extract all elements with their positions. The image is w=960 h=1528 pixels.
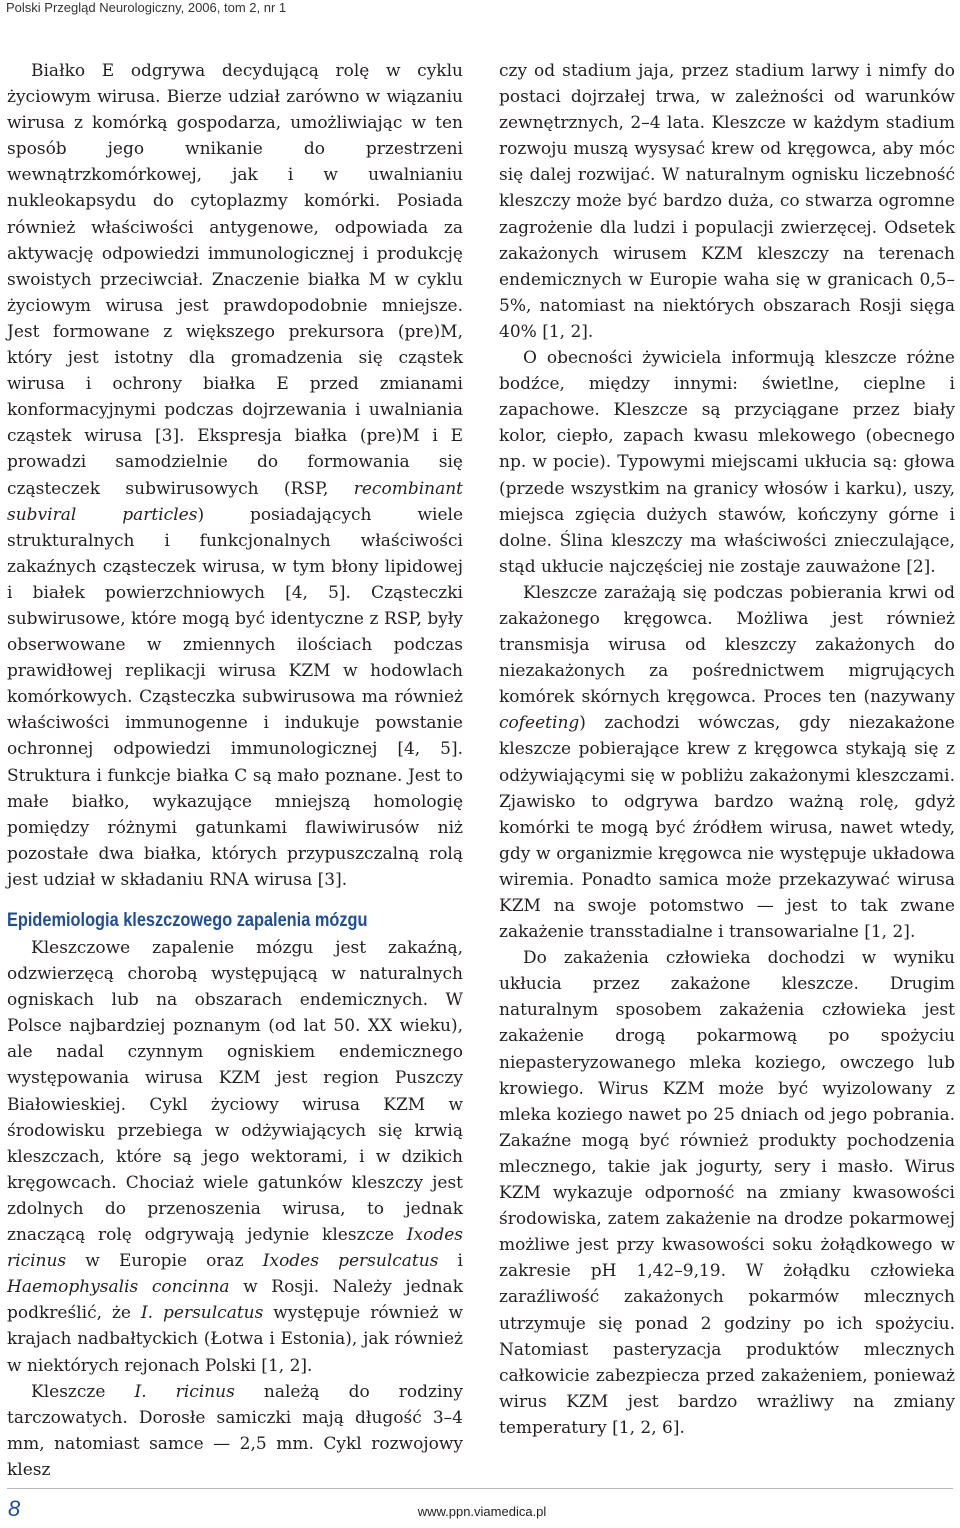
species-name: I. ricinus	[134, 1381, 235, 1402]
left-column	[7, 58, 463, 1483]
paragraph	[7, 58, 463, 893]
paragraph: czy od stadium jaja, przez stadium larwy i nimfy do postaci dojrzałej trwa, w zależności od warunków zewnętrznych, 2–4 lata. Kleszcze w każdym stadium rozwoju muszą wysysać krew od kręgowca, aby móc się dalej rozwijać. W naturalnym ognisku liczebność kleszczy może być bardzo duża, co stwarza ogromne zagrożenie dla ludzi i populacji zwierzęcej. Odsetek zakażonych wirusem KZM kleszczy na terenach endemicznych w Europie waha się w granicach 0,5–5%, natomiast na niektórych obszarach Rosji sięga 40% [1, 2].	[499, 61, 955, 342]
text-run: występuje również w krajach nadbałtyckich (Łotwa i Estonia), jak również w niektórych rejonach Polski [1, 2].	[7, 1303, 464, 1376]
text-run: ) posiadających wiele strukturalnych i funkcjonalnych właściwości zakaźnych cząsteczek wirusa, w tym błony lipidowej i białek powierzchniowych [4, 5]. Cząsteczki subwirusowe, które mogą być identyczne z RSP, były obserwowane w zmiennych ilościach podczas prawidłowej replikacji wirusa KZM w hodowlach komórkowych. Cząsteczka subwirusowa ma również właściwości immunogenne i indukuje powstanie ochronnej odpowiedzi immunologicznej [4, 5]. Struktura i funkcje białka C są mało poznane. Jest to małe białko, wykazujące mniejszą homologię pomiędzy różnymi gatunkami flawiwirusów niż pozostałe dwa białka, których przypuszczalną rolą jest udział w składaniu RNA wirusa [3].	[7, 504, 464, 890]
italic-term: cofeeting	[499, 713, 580, 734]
text-run: w Europie oraz	[66, 1251, 263, 1272]
footer-url: www.ppn.viamedica.pl	[417, 1504, 547, 1519]
right-column	[499, 58, 955, 1441]
paragraph	[7, 1379, 463, 1483]
italic-term: recombinant subviral particles	[7, 478, 463, 525]
text-run: należą do rodziny tarczowatych. Dorosłe samiczki mają długość 3–4 mm, natomiast samce — 2,5 mm. Cykl rozwojowy klesz	[7, 1381, 463, 1480]
species-name: Ixodes persulcatus	[262, 1251, 439, 1272]
text-run: w Rosji. Należy jednak podkreślić, że	[7, 1277, 463, 1324]
species-name: Haemophysalis concinna	[7, 1277, 230, 1298]
footer-divider	[7, 1488, 953, 1489]
paragraph: O obecności żywiciela informują kleszcze różne bodźce, między innymi: świetlne, cieplne i zapachowe. Kleszcze są przyciągane przez biały kolor, ciepło, zapach kwasu mlekowego (obecnego np. w pocie). Typowymi miejscami ukłucia są: głowa (przede wszystkim na granicy włosów i karku), uszy, miejsca zgięcia dużych stawów, kończyny górne i dolne. Ślina kleszczy ma właściwości znieczulające, stąd ukłucie najczęściej nie zostaje zauważone [2].	[499, 348, 955, 577]
text-run: Kleszcze zarażają się podczas pobierania krwi od zakażonego kręgowca. Możliwa jest również transmisja wirusa od kleszczy zakażonych do niezakażonych za pośrednictwem migrujących komórek skórnych kręgowca. Proces ten (nazywany	[499, 582, 955, 708]
running-header: Polski Przegląd Neurologiczny, 2006, tom 2, nr 1	[6, 0, 287, 15]
paragraph: Do zakażenia człowieka dochodzi w wyniku ukłucia przez zakażone kleszcze. Drugim naturalnym sposobem zakażenia człowieka jest zakażenie drogą pokarmową po spożyciu niepasteryzowanego mleka koziego, owczego lub krowiego. Wirus KZM może być wyizolowany z mleka koziego nawet po 25 dniach od jego pobrania. Zakaźne mogą być również produkty pochodzenia mlecznego, takie jak jogurty, sery i masło. Wirus KZM wykazuje odporność na zmiany kwasowości środowiska, zatem zakażenie na drodze pokarmowej możliwe jest przy kwasowości soku żołądkowego w zakresie pH 1,42–9,19. W żołądku człowieka zaraźliwość zakażonych pokarmów mlecznych utrzymuje się ponad 2 godziny po ich spożyciu. Natomiast pasteryzacja produktów mlecznych całkowicie zabezpiecza przed zakażeniem, ponieważ wirus KZM jest bardzo wrażliwy na zmiany temperatury [1, 2, 6].	[499, 948, 955, 1438]
paragraph	[7, 935, 463, 1379]
text-run: Kleszcze	[31, 1381, 135, 1402]
text-run: i	[438, 1251, 463, 1272]
text-run: ) zachodzi wówczas, gdy niezakażone kleszcze pobierające krew z kręgowca stykają się z odżywiającymi się w pobliżu zakażonymi kleszczami. Zjawisko to odgrywa bardzo ważną rolę, gdyż komórki te mogą być źródłem wirusa, nawet wtedy, gdy w organizmie kręgowca nie występuje układowa wiremia. Ponadto samica może przekazywać wirusa KZM na swoje potomstwo — jest to tak zwane zakażenie transstadialne i transowarialne [1, 2].	[499, 713, 955, 943]
page-number: 8	[8, 1496, 21, 1521]
text-run: Kleszczowe zapalenie mózgu jest zakaźną, odzwierzęcą chorobą występującą w naturalnych ogniskach lub na obszarach endemicznych. W Polsce najbardziej poznanym (od lat 50. XX wieku), ale nadal czynnym ogniskiem endemicznego występowania wirusa KZM jest region Puszczy Białowieskiej. Cykl życiowy wirusa KZM w środowisku przebiega w odżywiających się krwią kleszczach, które są jego wektorami, i w dzikich kręgowcach. Chociaż wiele gatunków kleszczy jest zdolnych do przenoszenia wirusa, to jednak znaczącą rolę odgrywają jedynie kleszcze	[7, 938, 463, 1246]
text-run: Białko E odgrywa decydującą rolę w cyklu życiowym wirusa. Bierze udział zarówno w wiązaniu wirusa z komórką gospodarza, umożliwiając w ten sposób jego wnikanie do przestrzeni wewnątrzkomórkowej, jak i w uwalnianiu nukleokapsydu do cytoplazmy komórki. Posiada również właściwości antygenowe, odpowiada za aktywację odpowiedzi immunologicznej i produkcję swoistych przeciwciał. Znaczenie białka M w cyklu życiowym wirusa jest prawdopodobnie mniejsze. Jest formowane z większego prekursora (pre)M, który jest istotny dla gromadzenia się cząstek wirusa i ochrony białka E przed zmianami konformacyjnymi podczas dojrzewania i uwalniania cząstek wirusa [3]. Ekspresja białka (pre)M i E prowadzi samodzielnie do formowania się cząsteczek subwirusowych (RSP,	[7, 61, 463, 499]
section-heading: Epidemiologia kleszczowego zapalenia mózgu	[7, 910, 368, 931]
species-name: Ixodes ricinus	[7, 1225, 463, 1272]
paragraph	[499, 580, 955, 945]
species-name: I. persulcatus	[140, 1303, 264, 1324]
